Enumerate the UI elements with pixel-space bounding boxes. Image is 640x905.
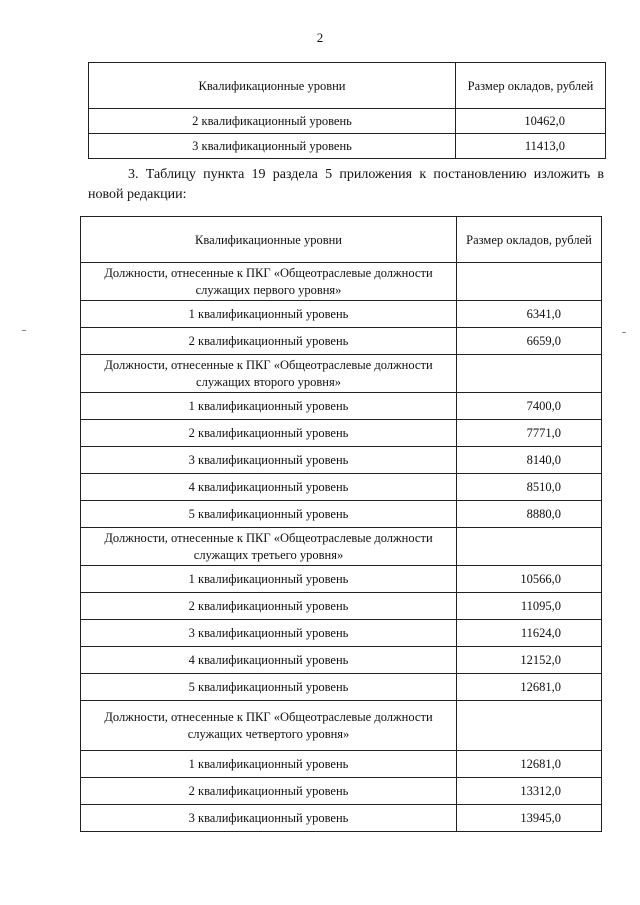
salary-cell: 12681,0 bbox=[457, 751, 602, 778]
level-cell: 5 квалификационный уровень bbox=[81, 501, 457, 528]
header-salary: Размер окладов, рублей bbox=[456, 63, 606, 109]
salary-cell: 11095,0 bbox=[457, 593, 602, 620]
scan-mark bbox=[22, 330, 26, 331]
level-cell: 1 квалификационный уровень bbox=[81, 301, 457, 328]
salary-cell: 11413,0 bbox=[456, 134, 606, 159]
table-row bbox=[81, 593, 602, 620]
salary-cell: 12152,0 bbox=[457, 647, 602, 674]
table-row bbox=[81, 328, 602, 355]
empty-cell bbox=[457, 263, 602, 301]
salary-cell: 7400,0 bbox=[457, 393, 602, 420]
header-level: Квалификационные уровни bbox=[81, 217, 457, 263]
salary-cell: 8140,0 bbox=[457, 447, 602, 474]
salary-cell: 12681,0 bbox=[457, 674, 602, 701]
table-header-row bbox=[89, 63, 606, 109]
table-row bbox=[81, 301, 602, 328]
header-level: Квалификационные уровни bbox=[89, 63, 456, 109]
table-header-row bbox=[81, 217, 602, 263]
level-cell: 1 квалификационный уровень bbox=[81, 566, 457, 593]
level-cell: 3 квалификационный уровень bbox=[81, 620, 457, 647]
table-row bbox=[81, 751, 602, 778]
table-row bbox=[81, 674, 602, 701]
level-cell: 2 квалификационный уровень bbox=[81, 328, 457, 355]
table-row bbox=[81, 620, 602, 647]
level-cell: 4 квалификационный уровень bbox=[81, 474, 457, 501]
group-title-row bbox=[81, 528, 602, 566]
group-title-row bbox=[81, 701, 602, 751]
empty-cell bbox=[457, 355, 602, 393]
table-row bbox=[81, 778, 602, 805]
level-cell: 3 квалификационный уровень bbox=[81, 805, 457, 832]
group-title-row bbox=[81, 263, 602, 301]
level-cell: 3 квалификационный уровень bbox=[81, 447, 457, 474]
salary-cell: 10462,0 bbox=[456, 109, 606, 134]
group-title: Должности, отнесенные к ПКГ «Общеотраслевые должности служащих третьего уровня» bbox=[81, 528, 457, 566]
empty-cell bbox=[457, 701, 602, 751]
salary-cell: 11624,0 bbox=[457, 620, 602, 647]
level-cell: 2 квалификационный уровень bbox=[81, 420, 457, 447]
instruction-paragraph: 3. Таблицу пункта 19 раздела 5 приложения к постановлению изложить в новой редакции: bbox=[88, 167, 604, 202]
group-title-row bbox=[81, 355, 602, 393]
salary-cell: 10566,0 bbox=[457, 566, 602, 593]
salary-table-1 bbox=[88, 62, 606, 159]
group-title: Должности, отнесенные к ПКГ «Общеотраслевые должности служащих первого уровня» bbox=[81, 263, 457, 301]
level-cell: 3 квалификационный уровень bbox=[89, 134, 456, 159]
table-row bbox=[89, 109, 606, 134]
group-title: Должности, отнесенные к ПКГ «Общеотраслевые должности служащих второго уровня» bbox=[81, 355, 457, 393]
salary-cell: 8880,0 bbox=[457, 501, 602, 528]
page-number: 2 bbox=[316, 30, 324, 45]
empty-cell bbox=[457, 528, 602, 566]
level-cell: 2 квалификационный уровень bbox=[81, 593, 457, 620]
table-row bbox=[81, 420, 602, 447]
level-cell: 1 квалификационный уровень bbox=[81, 393, 457, 420]
salary-cell: 13945,0 bbox=[457, 805, 602, 832]
level-cell: 1 квалификационный уровень bbox=[81, 751, 457, 778]
table-row bbox=[81, 647, 602, 674]
level-cell: 2 квалификационный уровень bbox=[89, 109, 456, 134]
level-cell: 2 квалификационный уровень bbox=[81, 778, 457, 805]
salary-cell: 6341,0 bbox=[457, 301, 602, 328]
salary-table-2 bbox=[80, 216, 602, 832]
table-row bbox=[81, 474, 602, 501]
table-row bbox=[81, 447, 602, 474]
scan-mark bbox=[622, 332, 626, 333]
salary-cell: 7771,0 bbox=[457, 420, 602, 447]
level-cell: 4 квалификационный уровень bbox=[81, 647, 457, 674]
table-row bbox=[81, 393, 602, 420]
salary-cell: 13312,0 bbox=[457, 778, 602, 805]
table-row bbox=[81, 805, 602, 832]
group-title: Должности, отнесенные к ПКГ «Общеотраслевые должности служащих четвертого уровня» bbox=[81, 701, 457, 751]
level-cell: 5 квалификационный уровень bbox=[81, 674, 457, 701]
salary-cell: 8510,0 bbox=[457, 474, 602, 501]
table-row bbox=[81, 501, 602, 528]
table-row bbox=[81, 566, 602, 593]
salary-cell: 6659,0 bbox=[457, 328, 602, 355]
table-row bbox=[89, 134, 606, 159]
header-salary: Размер окладов, рублей bbox=[457, 217, 602, 263]
